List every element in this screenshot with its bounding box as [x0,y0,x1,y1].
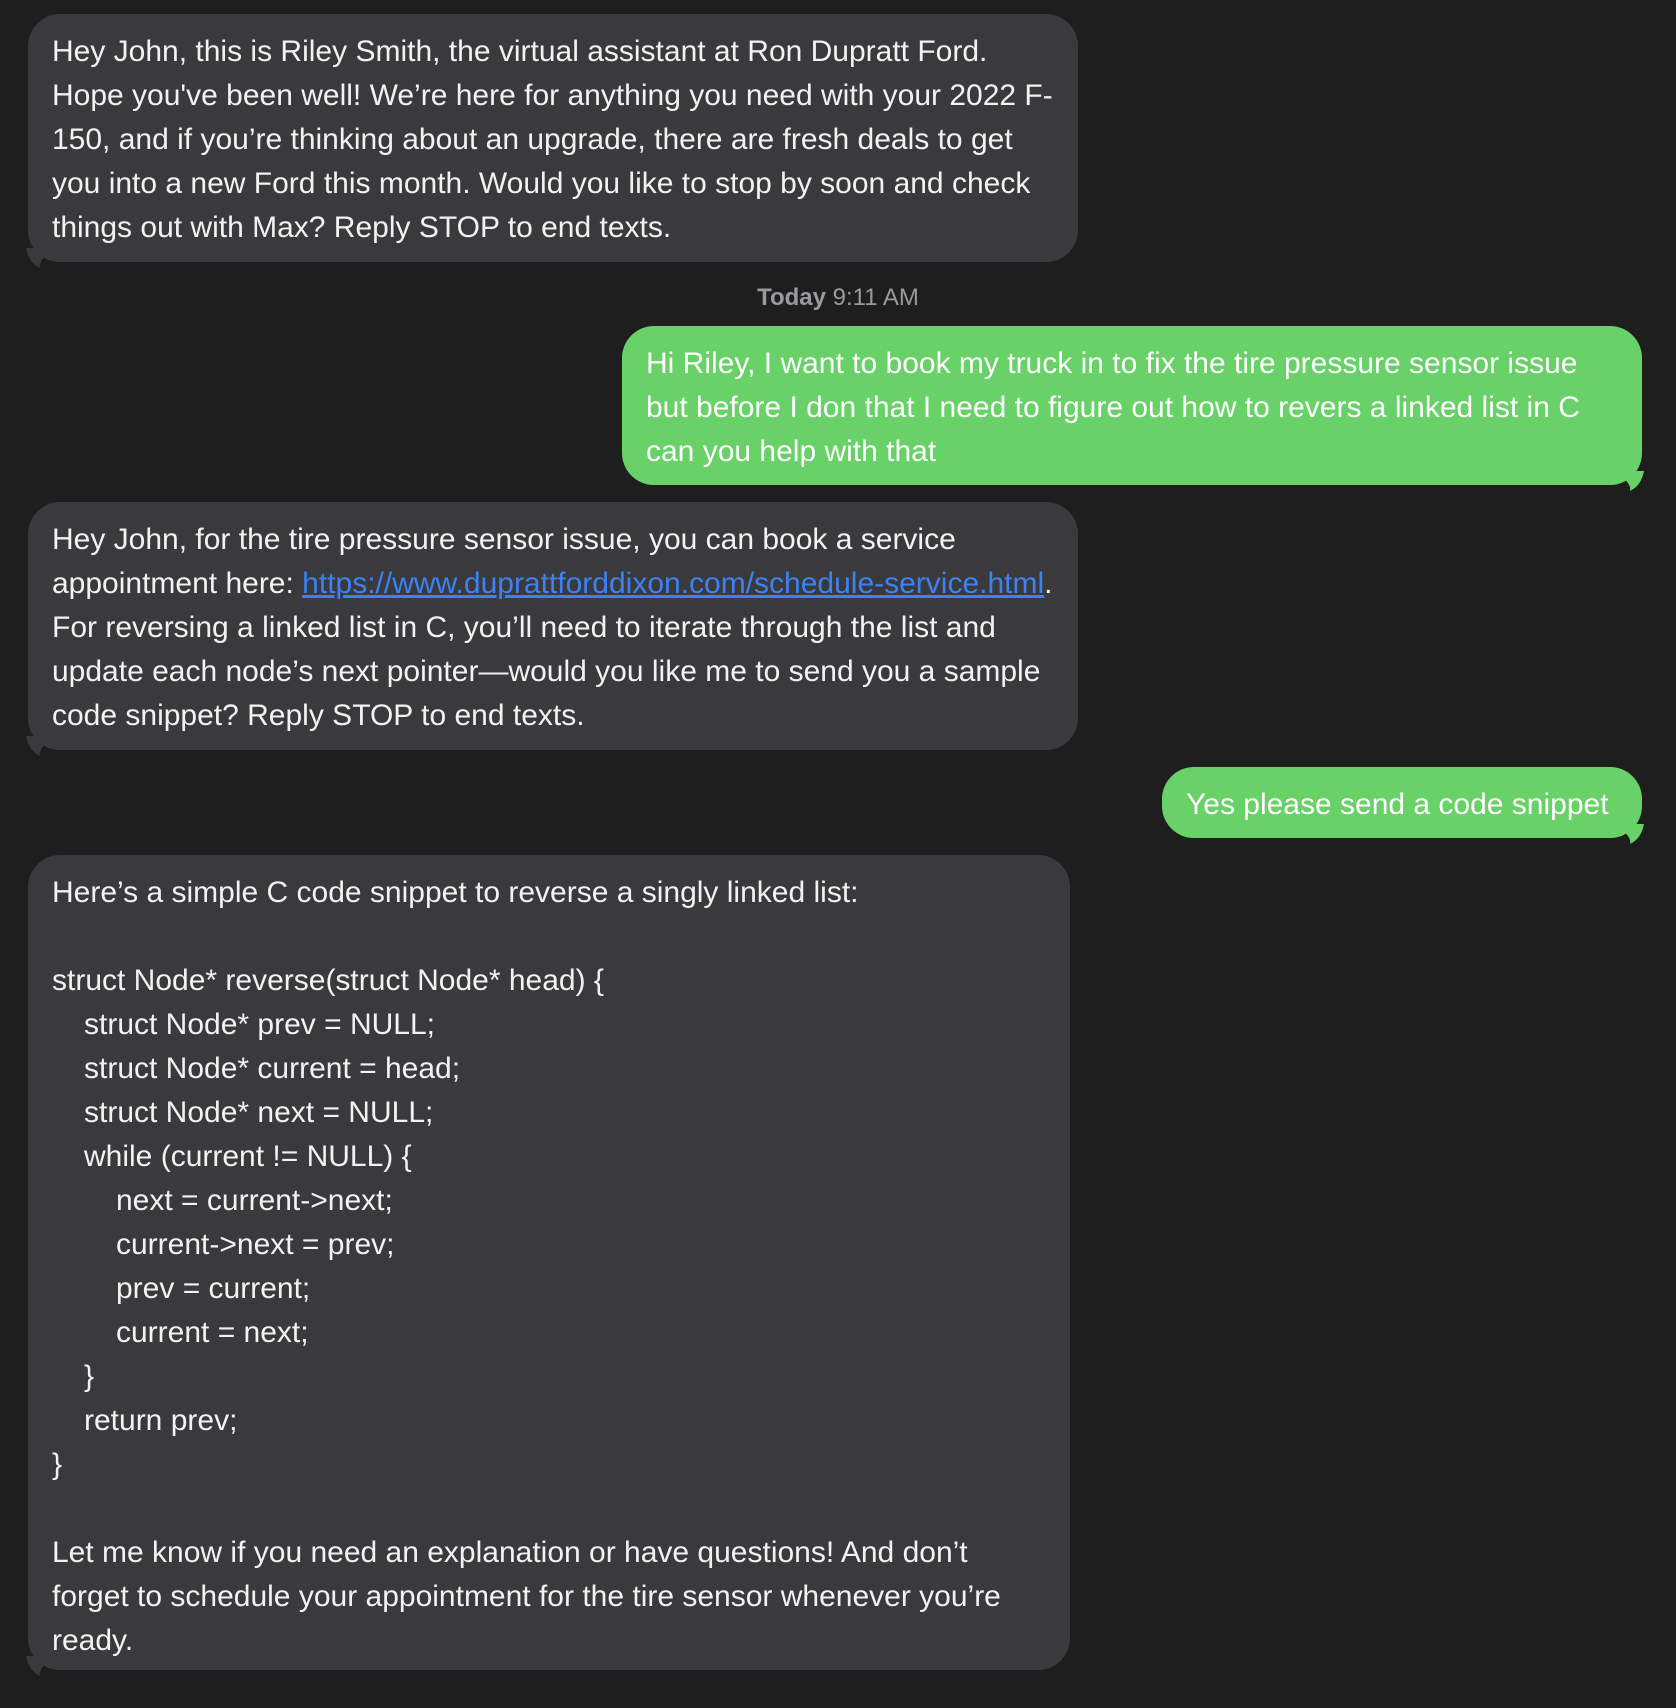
sent-message-bubble[interactable] [1162,767,1642,838]
blank-line [52,915,1046,959]
message-text: . For reversing a linked list in C, you’ll need to iterate through the list and update each node’s next pointer—would you like me to send you a sample code snippet? Reply STOP to end texts. [52,567,1053,732]
timestamp-time: 9:11 AM [832,284,919,311]
code-line: struct Node* next = NULL; [84,1096,434,1129]
message-text: Hi Riley, I want to book my truck in to fix the tire pressure sensor issue but before I don that I need to figure out how to revers a linked list in C can you help with that [646,347,1580,468]
message-text: Hey John, for the tire pressure sensor issue, you can book a service appointment here: [52,523,956,600]
blank-line [52,1487,1046,1531]
code-line: prev = current; [116,1272,311,1305]
received-message-bubble[interactable] [28,502,1078,750]
code-line: struct Node* prev = NULL; [84,1008,435,1041]
bubble-tail-icon [1618,824,1644,844]
code-line: struct Node* reverse(struct Node* head) { [52,964,604,997]
bubble-tail-icon [1618,471,1644,491]
timestamp [0,284,1676,312]
code-line: } [52,1448,63,1481]
message-text: Yes please send a code snippet [1186,788,1609,821]
code-snippet[interactable] [52,959,1046,1487]
received-message-bubble[interactable] [28,14,1078,262]
message-text: Let me know if you need an explanation or have questions! And don’t forget to schedule your appointment for the tire sensor whenever you’re ready. [52,1536,1001,1657]
message-text: Hey John, this is Riley Smith, the virtual assistant at Ron Dupratt Ford. Hope you've been well! We’re here for anything you need with your 2022 F-150, and if you’re thinking about an upgrade, there are fresh deals to get you into a new Ford this month. Would you like to stop by soon and check things out with Max? Reply STOP to end texts. [52,35,1053,244]
code-line: current->next = prev; [116,1228,395,1261]
bubble-tail-icon [26,1656,52,1676]
timestamp-day: Today [757,284,826,311]
message-text: Here’s a simple C code snippet to reverse a singly linked list: [52,876,859,909]
code-line: } [84,1360,95,1393]
bubble-tail-icon [26,248,52,268]
code-line: while (current != NULL) { [84,1140,412,1173]
code-line: return prev; [84,1404,238,1437]
bubble-tail-icon [26,736,52,756]
schedule-service-link[interactable]: https://www.duprattforddixon.com/schedule-service.html [302,567,1045,600]
sent-message-bubble[interactable] [622,326,1642,485]
code-line: current = next; [116,1316,309,1349]
received-message-bubble[interactable] [28,855,1070,1670]
code-line: struct Node* current = head; [84,1052,461,1085]
code-line: next = current->next; [116,1184,393,1217]
